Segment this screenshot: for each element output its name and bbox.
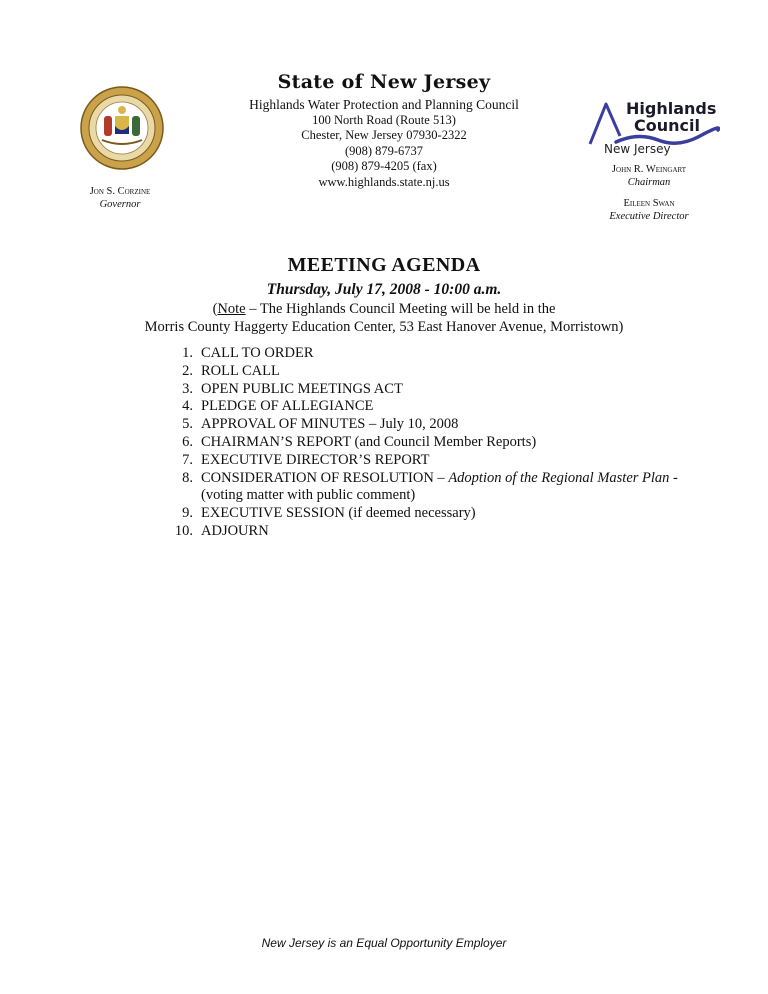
note-label: Note xyxy=(217,301,246,317)
list-item: 9. EXECUTIVE SESSION (if deemed necessary) xyxy=(182,505,476,522)
agenda-title: MEETING AGENDA xyxy=(287,254,481,276)
director-block xyxy=(570,197,728,223)
list-item: 10. ADJOURN xyxy=(174,522,269,539)
director-title: Executive Director xyxy=(609,211,689,222)
footer-eeo: New Jersey is an Equal Opportunity Employer xyxy=(261,936,507,950)
list-item: 3. OPEN PUBLIC MEETINGS ACT xyxy=(182,380,403,397)
list-item: 7. EXECUTIVE DIRECTOR’S REPORT xyxy=(182,451,430,468)
state-title: State of New Jersey xyxy=(277,71,491,93)
org-name: Highlands Water Protection and Planning Council xyxy=(249,97,519,112)
governor-title: Governor xyxy=(99,199,141,210)
logo-line-2: Council xyxy=(634,116,700,135)
logo-state-label: New Jersey xyxy=(604,142,671,156)
director-name: Eileen Swan xyxy=(623,198,675,209)
list-item: 1. CALL TO ORDER xyxy=(182,345,314,361)
governor-name: Jon S. Corzine xyxy=(89,186,151,197)
chairman-title: Chairman xyxy=(627,177,671,188)
chairman-name: John R. Weingart xyxy=(611,164,687,175)
website: www.highlands.state.nj.us xyxy=(318,174,450,189)
agenda-date: Thursday, July 17, 2008 - 10:00 a.m. xyxy=(266,281,502,298)
resolution-emphasis: Adoption of the Regional Master Plan - xyxy=(448,469,678,486)
address-line-1: 100 North Road (Route 513) xyxy=(312,112,456,127)
logo-line-1: Highlands xyxy=(626,99,717,118)
fax: (908) 879-4205 (fax) xyxy=(331,159,437,174)
governor-block xyxy=(40,185,200,211)
list-item: 4. PLEDGE OF ALLEGIANCE xyxy=(182,398,374,415)
agenda-list xyxy=(163,345,723,541)
list-item: 6. CHAIRMAN’S REPORT (and Council Member Reports) xyxy=(182,433,537,450)
resolution-continuation: (voting matter with public comment) xyxy=(201,487,416,504)
list-item: 2. ROLL CALL xyxy=(182,362,280,379)
agenda-note: (Note – The Highlands Council Meeting will be held in the Morris County Haggerty Education Center, 53 East Hanover Avenue, Morristown) xyxy=(0,300,768,336)
address-line-2: Chester, New Jersey 07930-2322 xyxy=(301,128,467,143)
note-text-1: – The Highlands Council Meeting will be held in the xyxy=(245,301,556,317)
list-item: 8. CONSIDERATION OF RESOLUTION – Adoption of the Regional Master Plan - (voting matter with public comment) xyxy=(182,469,678,504)
note-text-2: Morris County Haggerty Education Center, 53 East Hanover Avenue, Morristown) xyxy=(144,319,624,335)
list-item: 5. APPROVAL OF MINUTES – July 10, 2008 xyxy=(182,416,459,433)
chairman-block xyxy=(570,163,728,189)
phone: (908) 879-6737 xyxy=(344,143,424,158)
